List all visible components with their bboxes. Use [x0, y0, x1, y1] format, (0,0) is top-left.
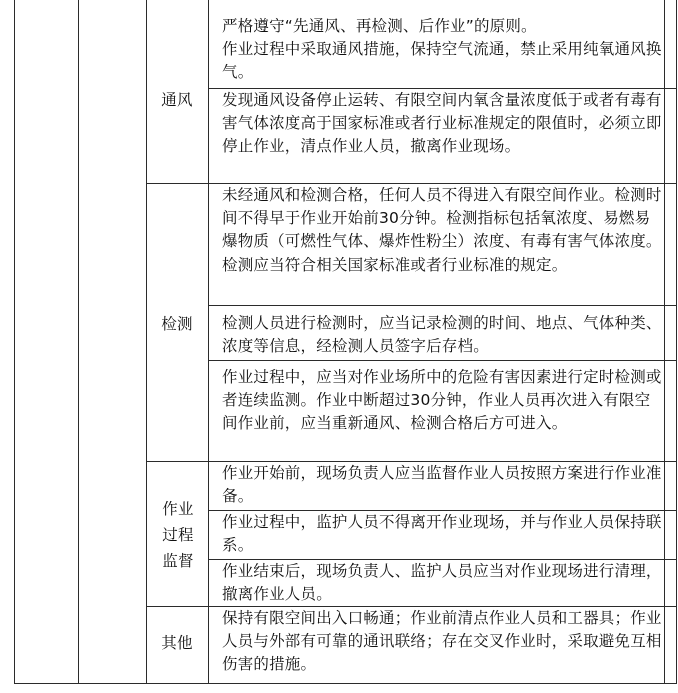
- category-supervision: 作业过程监督: [162, 500, 194, 570]
- table-col-divider-1: [78, 0, 79, 683]
- category-testing: 检测: [161, 315, 193, 333]
- testing-item-1: 未经通风和检测合格，任何人员不得进入有限空间作业。检测时间不得早于作业开始前30分钟。检测指标包括氧浓度、易燃易爆物质（可燃性气体、爆炸性粉尘）浓度、有毒有害气体浓度。检测应当符合相关国家标准或者行业标准的规定。: [222, 186, 662, 274]
- ventilation-item-2: 发现通风设备停止运转、有限空间内氧含量浓度低于或者有毒有害气体浓度高于国家标准或者行业标准规定的限值时，必须立即停止作业，清点作业人员，撤离作业现场。: [222, 91, 662, 156]
- other-item-1: 保持有限空间出入口畅通；作业前清点作业人员和工器具；作业人员与外部有可靠的通讯联络；存在交叉作业时，采取避免互相伤害的措施。: [222, 609, 662, 674]
- category-other: 其他: [161, 634, 193, 652]
- table-border-left: [14, 0, 15, 683]
- supervision-item-3: 作业结束后，现场负责人、监护人员应当对作业现场进行清理，撤离作业人员。: [222, 562, 662, 604]
- table-col-divider-3: [208, 0, 209, 683]
- testing-item-2: 检测人员进行检测时，应当记录检测的时间、地点、气体种类、浓度等信息，经检测人员签字后存档。: [222, 314, 662, 356]
- ventilation-item-1: 严格遵守“先通风、再检测、后作业”的原则。 作业过程中采取通风措施，保持空气流通，禁止采用纯氧通风换气。: [222, 17, 662, 82]
- item-divider: [208, 305, 677, 306]
- table-border-bottom: [14, 683, 677, 684]
- table-col-divider-4: [664, 0, 665, 683]
- category-ventilation: 通风: [161, 91, 193, 109]
- item-divider: [208, 360, 677, 361]
- supervision-item-2: 作业过程中，监护人员不得离开作业现场，并与作业人员保持联系。: [222, 513, 662, 555]
- table-border-right: [676, 0, 677, 683]
- supervision-item-1: 作业开始前，现场负责人应当监督作业人员按照方案进行作业准备。: [222, 464, 662, 506]
- testing-item-3: 作业过程中，应当对作业场所中的危险有害因素进行定时检测或者连续监测。作业中断超过30分钟，作业人员再次进入有限空间作业前，应当重新通风、检测合格后方可进入。: [222, 368, 662, 433]
